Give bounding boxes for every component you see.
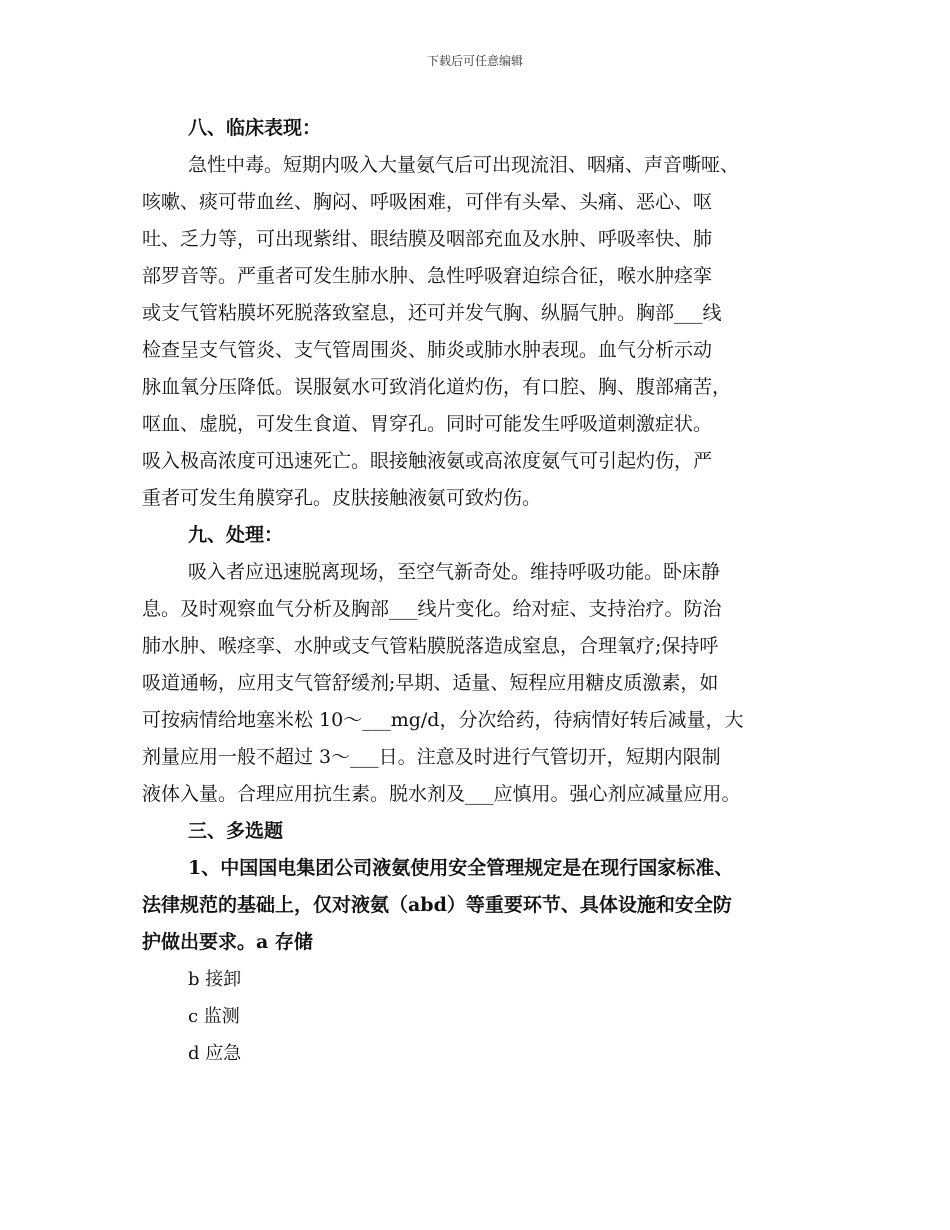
question-1 bbox=[142, 850, 822, 961]
paragraph-line: 息。及时观察血气分析及胸部___线片变化。给对症、支持治疗。防治 bbox=[142, 598, 722, 620]
document-body bbox=[142, 110, 822, 1072]
page-header: 下载后可任意编辑 bbox=[426, 54, 523, 68]
paragraph-line: 脉血氧分压降低。误服氨水可致消化道灼伤，有口腔、胸、腹部痛苦， bbox=[142, 376, 732, 398]
question-line: 护做出要求。a 存储 bbox=[142, 931, 313, 953]
paragraph-line: 急性中毒。短期内吸入大量氨气后可出现流泪、咽痛、声音嘶哑、 bbox=[188, 154, 740, 176]
paragraph-line: 重者可发生角膜穿孔。皮肤接触液氨可致灼伤。 bbox=[142, 487, 542, 509]
question-line: 1、中国国电集团公司液氨使用安全管理规定是在现行国家标准、 bbox=[188, 857, 734, 879]
option-d: d 应急 bbox=[188, 1043, 242, 1064]
paragraph-treatment bbox=[142, 554, 822, 813]
paragraph-line: 吐、乏力等，可出现紫绀、眼结膜及咽部充血及水肿、呼吸率快、肺 bbox=[142, 228, 713, 250]
paragraph-line: 吸道通畅，应用支气管舒缓剂;早期、适量、短程应用糖皮质激素，如 bbox=[142, 672, 719, 694]
option-b: b 接卸 bbox=[188, 969, 242, 990]
section-heading-treatment: 九、处理： bbox=[188, 524, 284, 546]
paragraph-line: 部罗音等。严重者可发生肺水肿、急性呼吸窘迫综合征，喉水肿痉挛 bbox=[142, 265, 713, 287]
section-heading-clinical: 八、临床表现： bbox=[188, 117, 322, 139]
paragraph-line: 咳嗽、痰可带血丝、胸闷、呼吸困难，可伴有头晕、头痛、恶心、呕 bbox=[142, 191, 713, 213]
paragraph-line: 可按病情给地塞米松 10～___mg/d，分次给药，待病情好转后减量，大 bbox=[142, 709, 744, 731]
question-line: 法律规范的基础上，仅对液氨（abd）等重要环节、具体设施和安全防 bbox=[142, 894, 732, 916]
paragraph-line: 吸入极高浓度可迅速死亡。眼接触液氨或高浓度氨气可引起灼伤，严 bbox=[142, 450, 713, 472]
paragraph-line: 检查呈支气管炎、支气管周围炎、肺炎或肺水肿表现。血气分析示动 bbox=[142, 339, 713, 361]
option-c: c 监测 bbox=[188, 1006, 240, 1027]
paragraph-line: 或支气管粘膜坏死脱落致窒息，还可并发气胸、纵膈气肿。胸部___线 bbox=[142, 302, 722, 324]
paragraph-line: 液体入量。合理应用抗生素。脱水剂及___应慎用。强心剂应减量应用。 bbox=[142, 783, 741, 805]
paragraph-line: 剂量应用一般不超过 3～___日。注意及时进行气管切开，短期内限制 bbox=[142, 746, 721, 768]
paragraph-line: 吸入者应迅速脱离现场，至空气新奇处。维持呼吸功能。卧床静 bbox=[188, 561, 721, 583]
paragraph-clinical bbox=[142, 147, 822, 517]
paragraph-line: 呕血、虚脱，可发生食道、胃穿孔。同时可能发生呼吸道刺激症状。 bbox=[142, 413, 713, 435]
section-heading-multiple-choice: 三、多选题 bbox=[188, 820, 284, 842]
paragraph-line: 肺水肿、喉痉挛、水肿或支气管粘膜脱落造成窒息，合理氧疗;保持呼 bbox=[142, 635, 719, 657]
